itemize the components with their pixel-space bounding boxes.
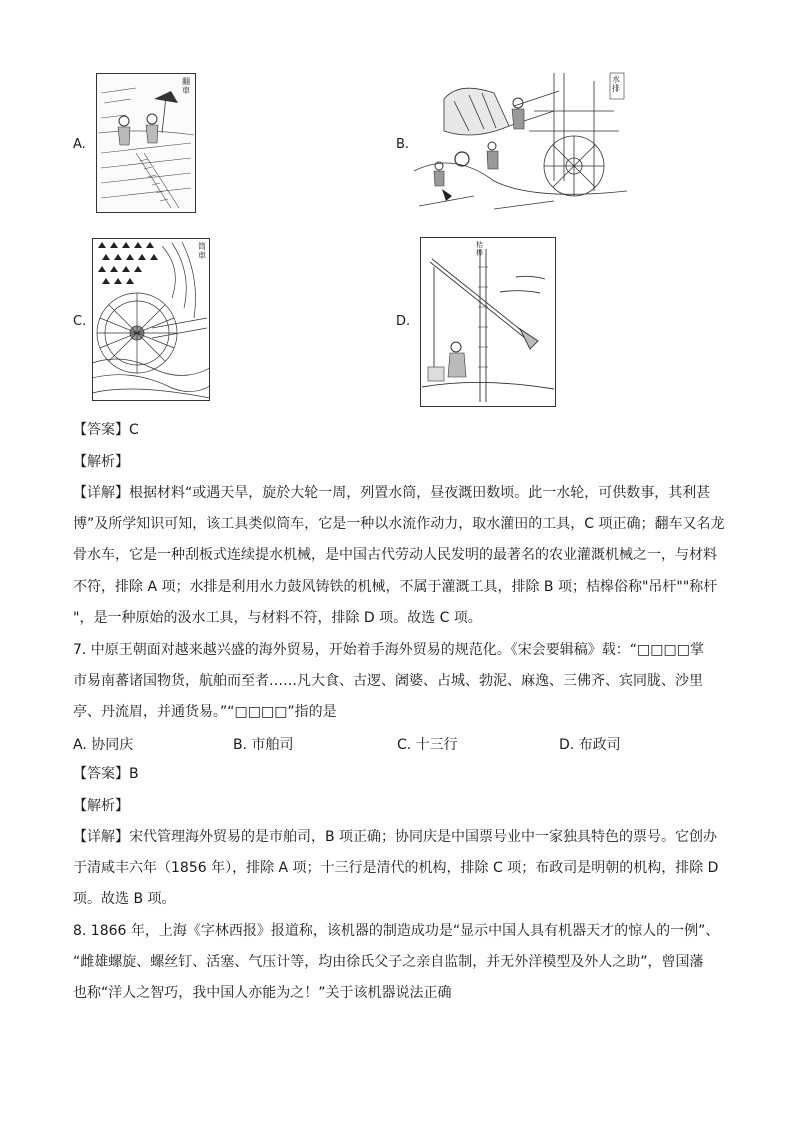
option-a-label: A.	[73, 137, 86, 152]
figure-d-caption: 桔槔	[476, 241, 483, 257]
jiegao-well-sweep-illustration	[420, 237, 556, 407]
q6-detail-line-5: "，是一种原始的汲水工具，与材料不符，排除 D 项。故选 C 项。	[73, 610, 482, 626]
q6-detail-line-3: 骨水车，它是一种刮板式连续提水机械，是中国古代劳动人民发明的最著名的农业灌溉机械之一，与材料	[73, 547, 717, 563]
q7-answer: 【答案】B	[73, 766, 139, 782]
q8-stem-line-1: 8. 1866 年，上海《字林西报》报道称，该机器的制造成功是“显示中国人具有机器天才的惊人的一例”、	[73, 923, 720, 939]
fanche-woodcut-illustration	[96, 73, 196, 213]
q6-answer: 【答案】C	[73, 422, 139, 438]
q7-stem-line-1: 7. 中原王朝面对越来越兴盛的海外贸易，开始着手海外贸易的规范化。《宋会要辑稿》载：“□□□□掌	[73, 642, 704, 658]
q7-detail-line-3: 项。故选 B 项。	[73, 891, 176, 907]
q6-detail-line-4: 不符，排除 A 项；水排是利用水力鼓风铸铁的机械，不属于灌溉工具，排除 B 项；桔槔俗称"吊杆""称杆	[73, 579, 718, 595]
option-d-label: D.	[396, 314, 411, 329]
q7-option-c: C. 十三行	[397, 737, 458, 753]
figure-b-caption: 水排	[612, 75, 620, 93]
q7-detail-line-1: 【详解】宋代管理海外贸易的是市舶司，B 项正确；协同庆是中国票号业中一家独具特色的票号。它创办	[73, 829, 718, 845]
shuipai-woodcut-illustration	[414, 71, 627, 214]
q6-analysis-heading: 【解析】	[73, 454, 129, 470]
q7-stem-line-3: 亭、丹流眉，并通货易。”“□□□□”指的是	[73, 704, 337, 720]
q7-stem-line-2: 市易南蕃诸国物货，航舶而至者……凡大食、古逻、阇婆、占城、勃泥、麻逸、三佛齐、宾同胧、沙里	[73, 673, 703, 689]
q6-detail-line-2: 博”及所学知识可知，该工具类似筒车，它是一种以水流作动力，取水灌田的工具，C 项正确；翻车又名龙	[73, 516, 725, 532]
figure-a-caption: 翻車	[182, 77, 190, 95]
q7-option-d: D. 布政司	[559, 737, 621, 753]
q7-detail-line-2: 于清咸丰六年（1856 年），排除 A 项；十三行是清代的机构，排除 C 项；布政司是明朝的机构，排除 D	[73, 860, 719, 876]
q7-analysis-heading: 【解析】	[73, 798, 129, 814]
option-b-label: B.	[396, 137, 410, 152]
figure-c-caption: 筒車	[198, 242, 206, 260]
q7-option-a: A. 协同庆	[73, 737, 134, 753]
q8-stem-line-3: 也称“洋人之智巧，我中国人亦能为之！”关于该机器说法正确	[73, 985, 452, 1001]
q7-options	[73, 734, 733, 754]
q8-stem-line-2: “雌雄螺旋、螺丝钉、活塞、气压计等，均由徐氏父子之亲自监制，并无外洋模型及外人之助”，曾国藩	[73, 954, 704, 970]
tongche-waterwheel-illustration	[92, 238, 210, 401]
q6-detail-line-1: 【详解】根据材料“或遇天旱，旋於大轮一周，列置水筒，昼夜溉田数顷。此一水轮，可供数事，其利甚	[73, 485, 711, 501]
q7-option-b: B. 市舶司	[233, 737, 294, 753]
option-c-label: C.	[73, 314, 87, 329]
